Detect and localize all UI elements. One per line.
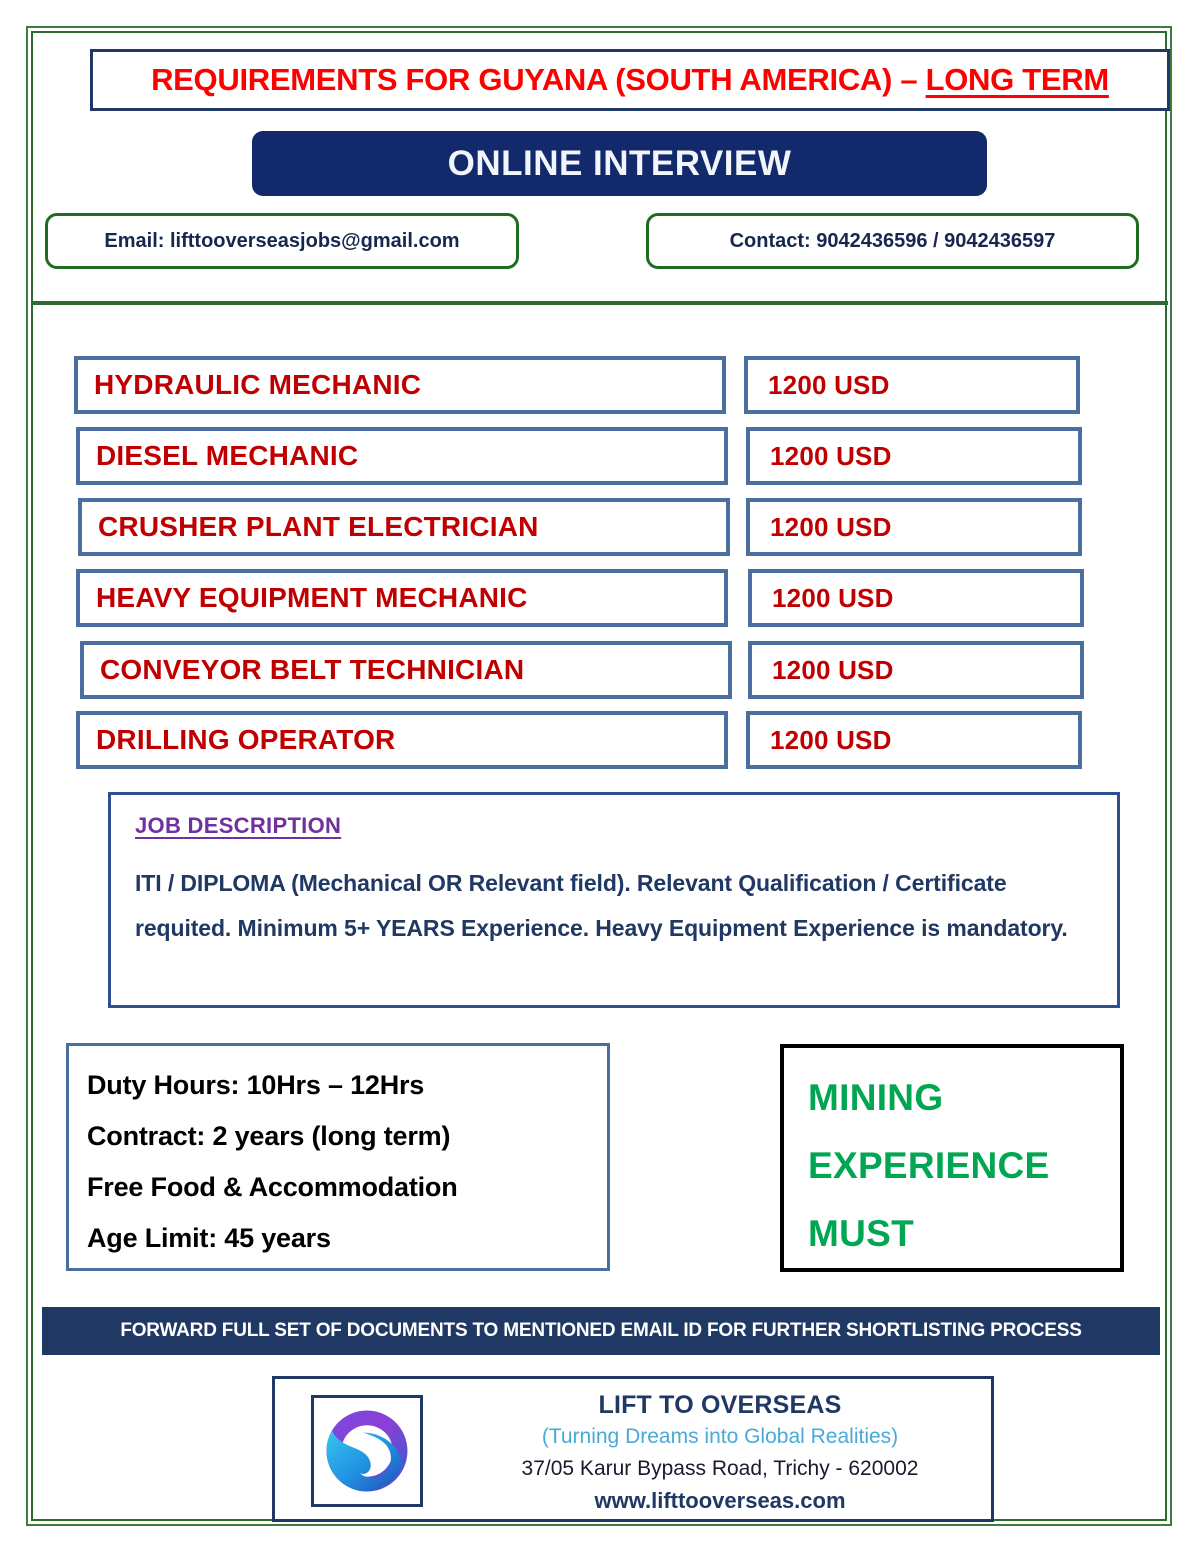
email-label: Email: lifttooverseasjobs@gmail.com xyxy=(104,229,460,252)
job-description-heading: JOB DESCRIPTION xyxy=(135,813,342,838)
job-description-box xyxy=(108,792,1120,1008)
job-row xyxy=(0,641,1200,703)
job-salary-box xyxy=(746,427,1082,485)
contact-label: Contact: 9042436596 / 9042436597 xyxy=(729,229,1056,252)
job-title: DIESEL MECHANIC xyxy=(96,440,359,471)
job-salary-box xyxy=(744,356,1080,414)
job-salary: 1200 USD xyxy=(772,582,894,613)
job-title: CONVEYOR BELT TECHNICIAN xyxy=(100,654,525,685)
terms-food-accommodation: Free Food & Accommodation xyxy=(87,1172,458,1202)
terms-age-limit: Age Limit: 45 years xyxy=(87,1223,331,1253)
job-salary-box xyxy=(748,569,1084,627)
job-title-box xyxy=(74,356,726,414)
mining-line-2: EXPERIENCE xyxy=(808,1145,1050,1186)
poster-title xyxy=(151,62,1109,98)
job-title-box xyxy=(76,711,728,769)
job-title-box xyxy=(78,498,730,556)
job-salary: 1200 USD xyxy=(770,440,892,471)
job-description-body: ITI / DIPLOMA (Mechanical OR Relevant field). Relevant Qualification / Certificate requited. Minimum 5+ YEARS Experience. Heavy Equipment Experience is mandatory. xyxy=(135,870,1068,941)
job-title-box xyxy=(80,641,732,699)
online-interview-banner xyxy=(252,131,987,196)
poster-title-long-term: LONG TERM xyxy=(925,62,1109,97)
job-salary: 1200 USD xyxy=(770,724,892,755)
mining-line-1: MINING xyxy=(808,1077,944,1118)
job-salary: 1200 USD xyxy=(770,511,892,542)
terms-contract: Contract: 2 years (long term) xyxy=(87,1121,451,1151)
job-salary-box xyxy=(746,711,1082,769)
job-row xyxy=(0,569,1200,631)
contact-pill[interactable] xyxy=(646,213,1139,269)
online-interview-label: ONLINE INTERVIEW xyxy=(447,143,792,183)
email-pill[interactable] xyxy=(45,213,519,269)
job-salary-box xyxy=(748,641,1084,699)
forward-documents-label: FORWARD FULL SET OF DOCUMENTS TO MENTIONED EMAIL ID FOR FURTHER SHORTLISTING PROCESS xyxy=(120,1320,1082,1341)
forward-documents-banner xyxy=(42,1307,1160,1355)
company-footer-box xyxy=(272,1376,994,1522)
job-row xyxy=(0,427,1200,489)
job-row xyxy=(0,711,1200,773)
job-title: CRUSHER PLANT ELECTRICIAN xyxy=(98,511,539,542)
job-salary: 1200 USD xyxy=(772,654,894,685)
company-tagline: (Turning Dreams into Global Realities) xyxy=(541,1425,899,1448)
mining-experience-box xyxy=(780,1044,1124,1272)
job-title: HYDRAULIC MECHANIC xyxy=(94,369,422,400)
company-address: 37/05 Karur Bypass Road, Trichy - 620002 xyxy=(521,1457,919,1480)
mining-line-3: MUST xyxy=(808,1213,915,1254)
job-salary: 1200 USD xyxy=(768,369,890,400)
poster-title-main: REQUIREMENTS FOR GUYANA (SOUTH AMERICA) – xyxy=(151,62,926,97)
job-title: DRILLING OPERATOR xyxy=(96,724,396,755)
header-divider xyxy=(33,301,1168,305)
job-row xyxy=(0,498,1200,560)
job-title-box xyxy=(76,569,728,627)
company-website[interactable]: www.lifttooverseas.com xyxy=(594,1488,846,1513)
swirl-logo-icon xyxy=(321,1405,413,1497)
poster-title-box xyxy=(90,49,1170,111)
job-row xyxy=(0,356,1200,418)
company-name: LIFT TO OVERSEAS xyxy=(598,1391,842,1419)
job-title-box xyxy=(76,427,728,485)
company-details xyxy=(455,1389,985,1517)
terms-box xyxy=(66,1043,610,1271)
job-salary-box xyxy=(746,498,1082,556)
company-logo-frame xyxy=(311,1395,423,1507)
terms-duty-hours: Duty Hours: 10Hrs – 12Hrs xyxy=(87,1070,425,1100)
contact-row xyxy=(45,213,1155,271)
job-title: HEAVY EQUIPMENT MECHANIC xyxy=(96,582,528,613)
